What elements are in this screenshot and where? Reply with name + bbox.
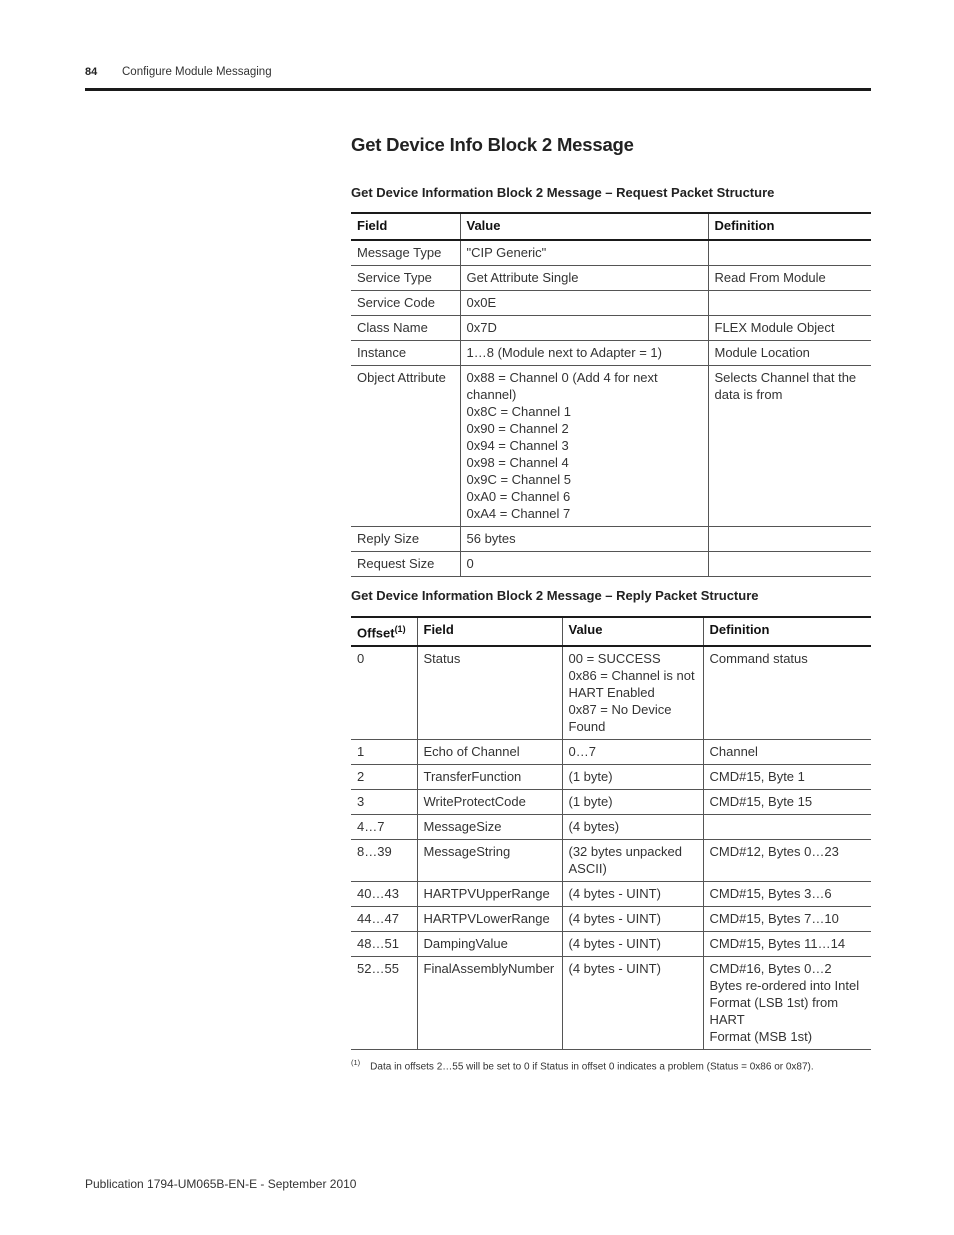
cell-field: DampingValue [417, 932, 562, 957]
table-row [351, 815, 871, 840]
cell-definition [708, 291, 871, 316]
cell-field: MessageString [417, 840, 562, 882]
table-row [351, 341, 871, 366]
cell-value: 1…8 (Module next to Adapter = 1) [460, 341, 708, 366]
cell-definition: FLEX Module Object [708, 316, 871, 341]
cell-definition: Channel [703, 740, 871, 765]
cell-definition: CMD#12, Bytes 0…23 [703, 840, 871, 882]
cell-field: WriteProtectCode [417, 790, 562, 815]
cell-definition [708, 527, 871, 552]
running-title: Configure Module Messaging [122, 66, 272, 78]
table-row [351, 316, 871, 341]
cell-offset: 52…55 [351, 957, 417, 1050]
cell-field: Message Type [351, 240, 460, 266]
cell-definition: CMD#15, Byte 15 [703, 790, 871, 815]
cell-value: 0 [460, 552, 708, 577]
cell-definition: CMD#15, Bytes 7…10 [703, 907, 871, 932]
col-header-definition: Definition [708, 213, 871, 240]
cell-definition: Command status [703, 646, 871, 740]
cell-value: (32 bytes unpacked ASCII) [562, 840, 703, 882]
cell-value: (4 bytes - UINT) [562, 957, 703, 1050]
table-row [351, 240, 871, 266]
cell-value: (4 bytes) [562, 815, 703, 840]
request-table-caption: Get Device Information Block 2 Message – Request Packet Structure [351, 185, 775, 200]
cell-field: Status [417, 646, 562, 740]
cell-offset: 4…7 [351, 815, 417, 840]
footnote-text: Data in offsets 2…55 will be set to 0 if Status in offset 0 indicates a problem (Status = 0x86 or 0x87). [370, 1061, 814, 1073]
cell-definition: Read From Module [708, 266, 871, 291]
section-heading: Get Device Info Block 2 Message [351, 134, 634, 155]
table-row [351, 882, 871, 907]
cell-value: (4 bytes - UINT) [562, 932, 703, 957]
table-row [351, 765, 871, 790]
reply-table-caption: Get Device Information Block 2 Message – Reply Packet Structure [351, 588, 759, 603]
cell-field: HARTPVLowerRange [417, 907, 562, 932]
table-row [351, 266, 871, 291]
col-header-field: Field [417, 617, 562, 646]
cell-definition: CMD#15, Bytes 3…6 [703, 882, 871, 907]
cell-value: 0x0E [460, 291, 708, 316]
table-row [351, 907, 871, 932]
col-header-field: Field [351, 213, 460, 240]
cell-field: Instance [351, 341, 460, 366]
cell-offset: 48…51 [351, 932, 417, 957]
page-number: 84 [85, 66, 98, 78]
cell-value: (1 byte) [562, 790, 703, 815]
cell-offset: 44…47 [351, 907, 417, 932]
cell-field: TransferFunction [417, 765, 562, 790]
table-row [351, 291, 871, 316]
cell-field: Echo of Channel [417, 740, 562, 765]
cell-definition: CMD#15, Bytes 11…14 [703, 932, 871, 957]
cell-definition: CMD#15, Byte 1 [703, 765, 871, 790]
cell-value: 0…7 [562, 740, 703, 765]
footnote-mark: (1) [351, 1058, 361, 1067]
cell-field: Service Type [351, 266, 460, 291]
cell-definition [708, 552, 871, 577]
cell-field: FinalAssemblyNumber [417, 957, 562, 1050]
table-row [351, 932, 871, 957]
cell-offset: 1 [351, 740, 417, 765]
cell-definition: CMD#16, Bytes 0…2 Bytes re-ordered into Intel Format (LSB 1st) from HART Format (MSB 1st) [703, 957, 871, 1050]
table-row [351, 552, 871, 577]
cell-definition [708, 240, 871, 266]
request-table [351, 212, 871, 577]
cell-value: "CIP Generic" [460, 240, 708, 266]
col-header-value: Value [562, 617, 703, 646]
table-row [351, 957, 871, 1050]
cell-field: HARTPVUpperRange [417, 882, 562, 907]
cell-offset: 40…43 [351, 882, 417, 907]
cell-value: 0x88 = Channel 0 (Add 4 for next channel) 0x8C = Channel 1 0x90 = Channel 2 0x94 = Channel 3 0x98 = Channel 4 0x9C = Channel 5 0xA0 = Channel 6 0xA4 = Channel 7 [460, 366, 708, 527]
cell-offset: 8…39 [351, 840, 417, 882]
cell-field: Reply Size [351, 527, 460, 552]
cell-definition: Selects Channel that the data is from [708, 366, 871, 527]
cell-field: Request Size [351, 552, 460, 577]
table-row [351, 366, 871, 527]
footnote [351, 1058, 814, 1072]
cell-value: 00 = SUCCESS 0x86 = Channel is not HART Enabled 0x87 = No Device Found [562, 646, 703, 740]
publication-footer: Publication 1794-UM065B-EN-E - September 2010 [85, 1177, 357, 1191]
cell-definition: Module Location [708, 341, 871, 366]
table-row [351, 527, 871, 552]
col-header-offset: Offset$^{(1)}$ [351, 617, 417, 646]
header-rule [85, 88, 871, 91]
table-row [351, 646, 871, 740]
cell-field: Class Name [351, 316, 460, 341]
cell-value: Get Attribute Single [460, 266, 708, 291]
footnote-ref: (1) [394, 624, 406, 634]
reply-table [351, 616, 871, 1050]
cell-value: 56 bytes [460, 527, 708, 552]
cell-value: (4 bytes - UINT) [562, 882, 703, 907]
cell-offset: 0 [351, 646, 417, 740]
cell-field: MessageSize [417, 815, 562, 840]
table-row [351, 790, 871, 815]
cell-field: Object Attribute [351, 366, 460, 527]
cell-offset: 2 [351, 765, 417, 790]
col-header-value: Value [460, 213, 708, 240]
cell-field: Service Code [351, 291, 460, 316]
table-row [351, 740, 871, 765]
cell-value: (1 byte) [562, 765, 703, 790]
table-row [351, 840, 871, 882]
cell-value: 0x7D [460, 316, 708, 341]
col-header-definition: Definition [703, 617, 871, 646]
cell-offset: 3 [351, 790, 417, 815]
cell-value: (4 bytes - UINT) [562, 907, 703, 932]
cell-definition [703, 815, 871, 840]
